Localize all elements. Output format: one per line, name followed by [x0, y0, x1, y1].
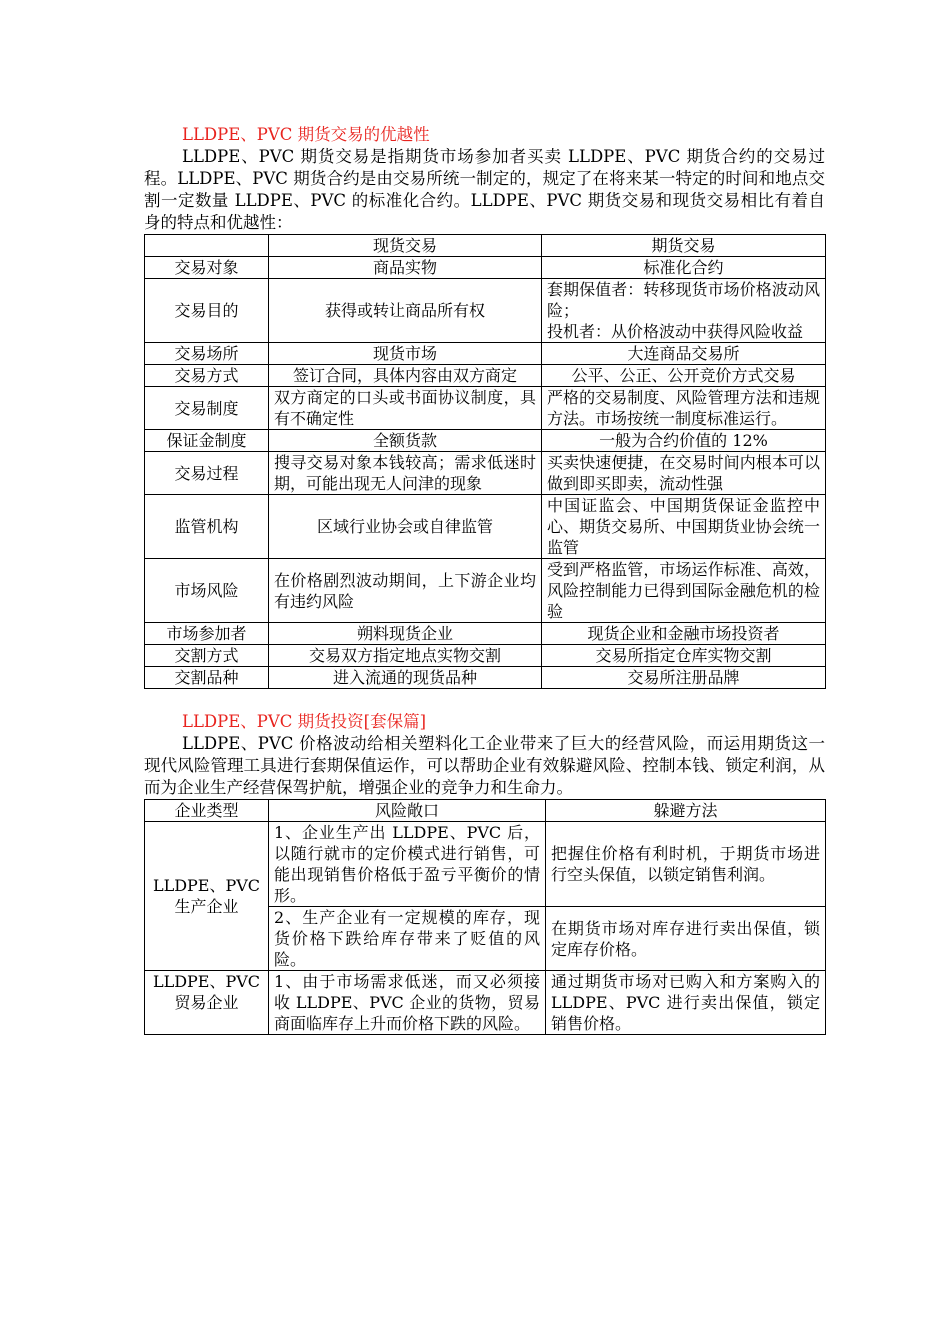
spot-cell: 区域行业协会或自律监管: [269, 495, 542, 559]
enterprise-type-cell: LLDPE、PVC 生产企业: [145, 822, 269, 971]
spot-cell: 交易双方指定地点实物交割: [269, 645, 542, 667]
row-label-cell: 保证金制度: [145, 430, 269, 452]
row-label-cell: 交易方式: [145, 365, 269, 387]
hedging-table: [144, 799, 826, 1035]
section2-heading: LLDPE、PVC 期货投资[套保篇]: [182, 712, 427, 731]
row-label-cell: 交易过程: [145, 452, 269, 495]
table-header-row: [145, 800, 826, 822]
header-cell: [145, 235, 269, 257]
comparison-table: [144, 234, 826, 689]
spot-cell: 在价格剧烈波动期间，上下游企业均有违约风险: [269, 559, 542, 623]
spot-cell: 进入流通的现货品种: [269, 667, 542, 689]
section2-paragraph: LLDPE、PVC 价格波动给相关塑料化工企业带来了巨大的经营风险，而运用期货这一现代风险管理工具进行套期保值运作，可以帮助企业有效躲避风险、控制本钱、锁定利润，从而为企业生产经营保驾护航，增强企业的竞争力和生命力。: [144, 734, 825, 797]
table-row: [145, 452, 826, 495]
header-cell: 躲避方法: [546, 800, 826, 822]
futures-cell: 受到严格监管，市场运作标准、高效，风险控制能力已得到国际金融危机的检验: [542, 559, 826, 623]
spot-cell: 朔料现货企业: [269, 623, 542, 645]
risk-cell: 2、生产企业有一定规模的库存，现货价格下跌给库存带来了贬值的风险。: [269, 907, 546, 971]
document-page: [144, 124, 825, 1035]
section1-heading: LLDPE、PVC 期货交易的优越性: [182, 125, 430, 144]
enterprise-type-cell: LLDPE、PVC 贸易企业: [145, 971, 269, 1035]
table-row: [145, 257, 826, 279]
table-row: [145, 623, 826, 645]
table-row: [145, 559, 826, 623]
futures-cell: 交易所指定仓库实物交割: [542, 645, 826, 667]
spot-cell: 获得或转让商品所有权: [269, 279, 542, 343]
futures-cell: 中国证监会、中国期货保证金监控中心、期货交易所、中国期货业协会统一监管: [542, 495, 826, 559]
risk-cell: 1、企业生产出 LLDPE、PVC 后，以随行就市的定价模式进行销售，可能出现销售价格低于盈亏平衡价的情形。: [269, 822, 546, 907]
row-label-cell: 交割方式: [145, 645, 269, 667]
row-label-cell: 监管机构: [145, 495, 269, 559]
table-row: [145, 822, 826, 907]
table-row: [145, 495, 826, 559]
futures-cell: 交易所注册品牌: [542, 667, 826, 689]
row-label-cell: 市场风险: [145, 559, 269, 623]
method-cell: 通过期货市场对已购入和方案购入的 LLDPE、PVC 进行卖出保值，锁定销售价格。: [546, 971, 826, 1035]
futures-cell: 买卖快速便捷，在交易时间内根本可以做到即买即卖，流动性强: [542, 452, 826, 495]
header-cell: 期货交易: [542, 235, 826, 257]
row-label-cell: 交易制度: [145, 387, 269, 430]
spot-cell: 商品实物: [269, 257, 542, 279]
header-cell: 现货交易: [269, 235, 542, 257]
futures-cell: 套期保值者：转移现货市场价格波动风险； 投机者：从价格波动中获得风险收益: [542, 279, 826, 343]
futures-cell: 公平、公正、公开竞价方式交易: [542, 365, 826, 387]
futures-cell: 一般为合约价值的 12%: [542, 430, 826, 452]
futures-cell: 现货企业和金融市场投资者: [542, 623, 826, 645]
futures-cell: 标准化合约: [542, 257, 826, 279]
table-header-row: [145, 235, 826, 257]
table-row: [145, 430, 826, 452]
table-row: [145, 365, 826, 387]
row-label-cell: 交割品种: [145, 667, 269, 689]
table-row: [145, 645, 826, 667]
futures-cell: 严格的交易制度、风险管理方法和违规方法。市场按统一制度标准运行。: [542, 387, 826, 430]
method-cell: 把握住价格有利时机，于期货市场进行空头保值，以锁定销售利润。: [546, 822, 826, 907]
header-cell: 风险敞口: [269, 800, 546, 822]
table-row: [145, 387, 826, 430]
spot-cell: 全额货款: [269, 430, 542, 452]
table-row: [145, 971, 826, 1035]
row-label-cell: 交易对象: [145, 257, 269, 279]
spot-cell: 签订合同，具体内容由双方商定: [269, 365, 542, 387]
table-row: [145, 667, 826, 689]
futures-cell: 大连商品交易所: [542, 343, 826, 365]
table-row: [145, 279, 826, 343]
comparison-table-body: [145, 235, 826, 689]
method-cell: 在期货市场对库存进行卖出保值，锁定库存价格。: [546, 907, 826, 971]
spot-cell: 现货市场: [269, 343, 542, 365]
row-label-cell: 交易场所: [145, 343, 269, 365]
spot-cell: 双方商定的口头或书面协议制度，具有不确定性: [269, 387, 542, 430]
row-label-cell: 市场参加者: [145, 623, 269, 645]
row-label-cell: 交易目的: [145, 279, 269, 343]
risk-cell: 1、由于市场需求低迷，而又必须接收 LLDPE、PVC 企业的货物，贸易商面临库存上升而价格下跌的风险。: [269, 971, 546, 1035]
section1-paragraph: LLDPE、PVC 期货交易是指期货市场参加者买卖 LLDPE、PVC 期货合约的交易过程。LLDPE、PVC 期货合约是由交易所统一制定的，规定了在将来某一特定的时间和地点交割一定数量 LLDPE、PVC 的标准化合约。LLDPE、PVC 期货交易和现货交易相比有着自身的特点和优越性：: [144, 147, 825, 232]
spot-cell: 搜寻交易对象本钱较高；需求低迷时期，可能出现无人问津的现象: [269, 452, 542, 495]
header-cell: 企业类型: [145, 800, 269, 822]
table-row: [145, 343, 826, 365]
